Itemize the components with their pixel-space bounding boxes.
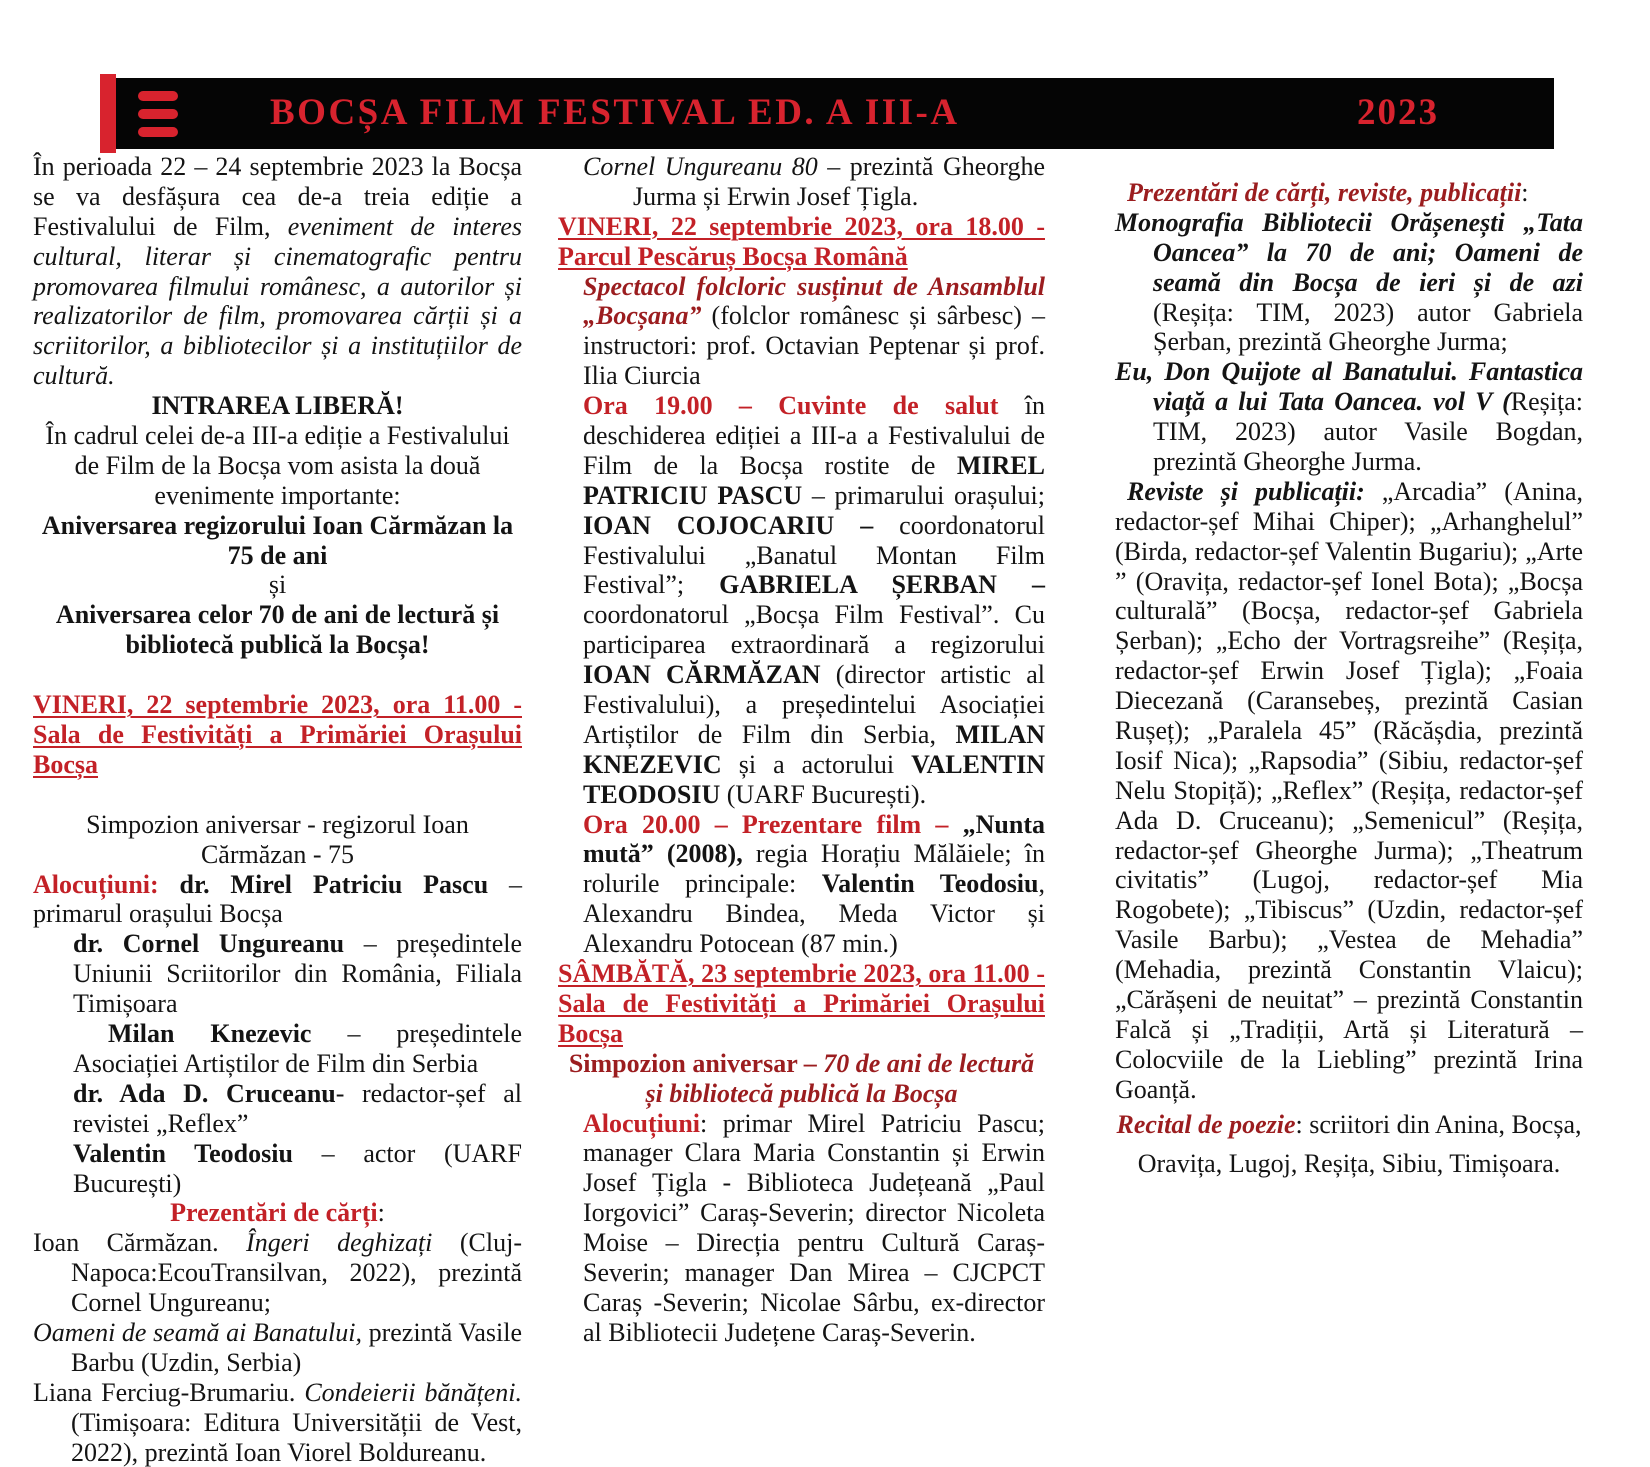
text-run: Prezentări de cărți, reviste, publicații [1127,178,1522,207]
text-run: MILAN KNEZEVIC [583,719,1045,779]
text-run: VALENTIN TEODOSIU [583,749,1045,809]
text-run: GABRIELA ȘERBAN – [719,570,1046,600]
opening-words-paragraph [558,391,1045,809]
poetry-recital-paragraph [1115,1105,1583,1183]
edition-intro [33,421,522,511]
text-run: Reviste și publicații: [1127,476,1365,506]
book-item [558,152,1045,212]
text-run: : primar Mirel Patriciu Pascu; manager Clara Maria Constantin și Erwin Josef Țigla - Biblioteca Județeană „Paul Iorgovici” Caraș-Severin; director Nicoleta Moise – Direcția pentru Cultură Caraș-Severin; manager Dan Mirea – CJCPCT Caraș -Severin; Nicolae Sârbu, ex-director al Bibliotecii Județene Caraș-Severin. [583,1108,1045,1347]
event-heading-friday-18 [558,212,1045,272]
hamburger-bar [138,91,178,101]
text-run: Monografia Bibliotecii Orășenești „Tata Oancea” la 70 de ani; Oameni de seamă din Bocșa de ieri și de azi [1115,207,1583,297]
text-run: - redactor-șef al revistei „Reflex” [73,1078,522,1138]
free-entry-line [33,391,522,421]
text-run: În cadrul celei de-a III-a ediție a Festivalului de Film de la Bocșa vom asista la două evenimente importante: [45,421,510,510]
text-run: (UARF București). [720,779,927,809]
text-run: – prezintă Gheorghe Jurma și Erwin Josef Țigla. [633,152,1045,211]
header-year: 2023 [1357,92,1439,134]
symposium-70-years-heading [558,1049,1045,1109]
text-run: IOAN COJOCARIU – [583,510,874,540]
text-run: – primarului orașului; [802,480,1045,510]
book-item [33,1378,522,1467]
text-run: Cornel Ungureanu 80 [583,152,818,181]
header-bar [116,78,1554,149]
header-accent-stripe [100,74,116,153]
text-run: eveniment de interes cultural, literar și cinematografic pentru promovarea filmului românesc, a autorilor și realizatorilor de film, promovarea cărții și a scriitorilor, a bibliotecilor și a instituțiilor de cultură. [33,211,522,391]
text-run: și [268,570,287,600]
anniversary-2 [33,600,522,660]
program-content [33,152,1618,1467]
hamburger-menu-icon [138,91,178,137]
text-run: (director artistic al Festivalului), a președintelui Asociației Artiștilor de Film din Serbia, [583,660,1045,749]
text-run: Aniversarea regizorului Ioan Cărmăzan la 75 de ani [41,510,514,570]
anniversary-1 [33,511,522,571]
text-run: : scriitori din Anina, Bocșa, Oravița, Lugoj, Reșița, Sibiu, Timișoara. [1137,1109,1582,1178]
text-run: Valentin Teodosiu [821,869,1039,899]
film-screening-paragraph [558,810,1045,959]
text-run: IOAN CĂRMĂZAN [583,660,821,690]
text-run: Eu, Don Quijote al Banatului. Fantastica viață a lui Tata Oancea. vol V ( [1115,357,1583,417]
text-run: Alocuțiuni: [33,869,159,899]
text-run: , Alexandru Bindea, Meda Victor și Alexandru Potocean (87 min.) [583,869,1045,959]
text-run: prezintă Vasile Barbu (Uzdin, Serbia) [71,1317,522,1377]
text-run: dr. Cornel Ungureanu [73,929,345,959]
text-run: (folclor românesc și sârbesc) – instructori: prof. Octavian Peptenar și prof. Ilia Ciurcia [583,301,1045,391]
hamburger-bar [138,109,178,119]
text-run: – președintele Uniunii Scriitorilor din România, Filiala Timișoara [73,929,522,1019]
text-run: – actor (UARF București) [73,1138,522,1198]
event-heading-friday-11 [33,690,522,780]
book-presentations-heading [33,1198,522,1228]
text-run: Spectacol folcloric susținut de Ansamblul „Bocșana” [583,271,1045,331]
column-1 [33,152,522,1467]
text-run: coordonatorul Festivalului „Banatul Montan Film Festival”; [583,510,1045,600]
hamburger-bar [138,127,178,137]
text-run: Aniversarea celor 70 de ani de lectură și bibliotecă publică la Bocșa! [55,600,500,660]
text-run: SÂMBĂTĂ, 23 septembrie 2023, ora 11.00 - Sala de Festivități a Primăriei Orașului Bocșa [558,959,1045,1048]
text-run: INTRAREA LIBERĂ! [151,391,404,421]
text-run: Alocuțiuni [583,1108,701,1138]
text-run: Recital de poezie [1116,1109,1296,1139]
speaker-item [33,929,522,1019]
text-run: 70 de ani de lectură și bibliotecă publică la Bocșa [645,1048,1035,1108]
text-run: VINERI, 22 septembrie 2023, ora 18.00 - Parcul Pescăruș Bocșa Română [558,211,1045,271]
text-run: dr. Mirel Patriciu Pascu [158,869,489,899]
text-run: – președintele Asociației Artiștilor de Film din Serbia [73,1019,523,1078]
magazines-paragraph [1115,477,1583,1105]
speaker-item [33,1019,522,1079]
text-run: MIREL PATRICIU PASCU [583,450,1045,510]
speeches-paragraph [33,870,522,930]
text-run: Reșița: TIM, 2023) autor Vasile Bogdan, prezintă Gheorghe Jurma. [1153,387,1583,477]
text-run: Simpozion aniversar - regizorul Ioan Cărmăzan - 75 [86,809,469,869]
text-run: Ora 19.00 – Cuvinte de salut [583,391,999,421]
text-run: Îngeri deghizați [246,1228,433,1258]
speeches-paragraph [558,1109,1045,1348]
text-run: Simpozion aniversar – [568,1048,824,1078]
text-run: „Nunta mută” (2008), [583,809,1045,869]
speaker-item [33,1139,522,1199]
column-3 [1115,152,1583,1467]
text-run: Prezentări de cărți [170,1198,378,1228]
text-run: Ioan Cărmăzan. [33,1228,247,1258]
event-heading-saturday-11 [558,959,1045,1049]
text-run: Valentin Teodosiu [73,1138,293,1168]
text-run: dr. Ada D. Cruceanu [73,1078,336,1108]
book-item [33,1318,522,1378]
intro-paragraph [33,152,522,391]
text-run: (Reșița: TIM, 2023) autor Gabriela Șerban, prezintă Gheorghe Jurma; [1153,297,1583,357]
text-run: „Arcadia” (Anina, redactor-șef Mihai Chiper); „Arhanghelul” (Birda, redactor-șef Valentin Bugariu); „Arte ” (Oravița, redactor-șef Ionel Bota); „Bocșa culturală” (Bocșa, redactor-șef Gabriela Șerban); „Echo der Vortragsreihe” (Reșița, redactor-șef Erwin Josef Țigla); „Foaia Diecezană (Caransebeș, prezintă Casian Rușeț); „Paralela 45” (Răcășdia, prezintă Iosif Nica); „Rapsodia” (Sibiu, redactor-șef Nelu Stopiță); „Reflex” (Reșița, redactor-șef Ada D. Cruceanu); „Semenicul” (Reșița, redactor-șef Gheorghe Jurma); „Theatrum civitatis” (Lugoj, redactor-șef Mia Rogobete); „Tibiscus” (Uzdin, redactor-șef Vasile Barbu); „Vestea de Mehadia” (Mehadia, prezintă Constantin Vlaicu); „Cărășeni de neuitat” – prezintă Constantin Falcă și „Tradiții, Artă și Literatură – Colocviile de la Liebling” prezintă Irina Goanță. [1115,476,1583,1104]
text-run: Ora 20.00 – Prezentare film – [583,809,949,839]
text-run: : [1521,178,1529,207]
text-run: în deschiderea ediției a III-a a Festivalului de Film de la Bocșa rostite de [583,391,1045,480]
column-2 [558,152,1045,1467]
text-run: (Timișoara: Editura Universității de Vest, 2022), prezintă Ioan Viorel Boldureanu. [71,1407,522,1467]
symposium-line [33,810,522,870]
book-item [1115,208,1583,357]
text-run: regia Horațiu Mălăiele; în rolurile principale: [583,839,1045,899]
text-run: Milan Knezevic [108,1019,312,1049]
publications-heading [1115,178,1583,208]
text-run: – primarul orașului Bocșa [33,869,522,929]
text-run: (Cluj-Napoca:EcouTransilvan, 2022), prezintă Cornel Ungureanu; [71,1228,522,1318]
text-run: Condeierii bănățeni. [304,1377,522,1407]
text-run: Oameni de seamă ai Banatului, [33,1317,362,1347]
text-run: : [377,1198,385,1228]
text-run: coordonatorul „Bocșa Film Festival”. Cu participarea extraordinară a regizorului [583,600,1045,660]
page-title: BOCȘA FILM FESTIVAL ED. A III-A [270,92,960,134]
text-run: În perioada 22 – 24 septembrie 2023 la Bocșa se va desfășura cea de-a treia ediție a Festivalului de Film, [33,152,522,241]
text-run: și a actorului [721,749,912,779]
text-run: VINERI, 22 septembrie 2023, ora 11.00 - Sala de Festivități a Primăriei Orașului Bocșa [33,690,522,779]
folk-show-paragraph [558,272,1045,392]
and-connector [33,570,522,600]
speaker-item [33,1079,522,1139]
book-item [1115,357,1583,477]
book-item [33,1228,522,1318]
text-run: Liana Ferciug-Brumariu. [33,1377,305,1407]
